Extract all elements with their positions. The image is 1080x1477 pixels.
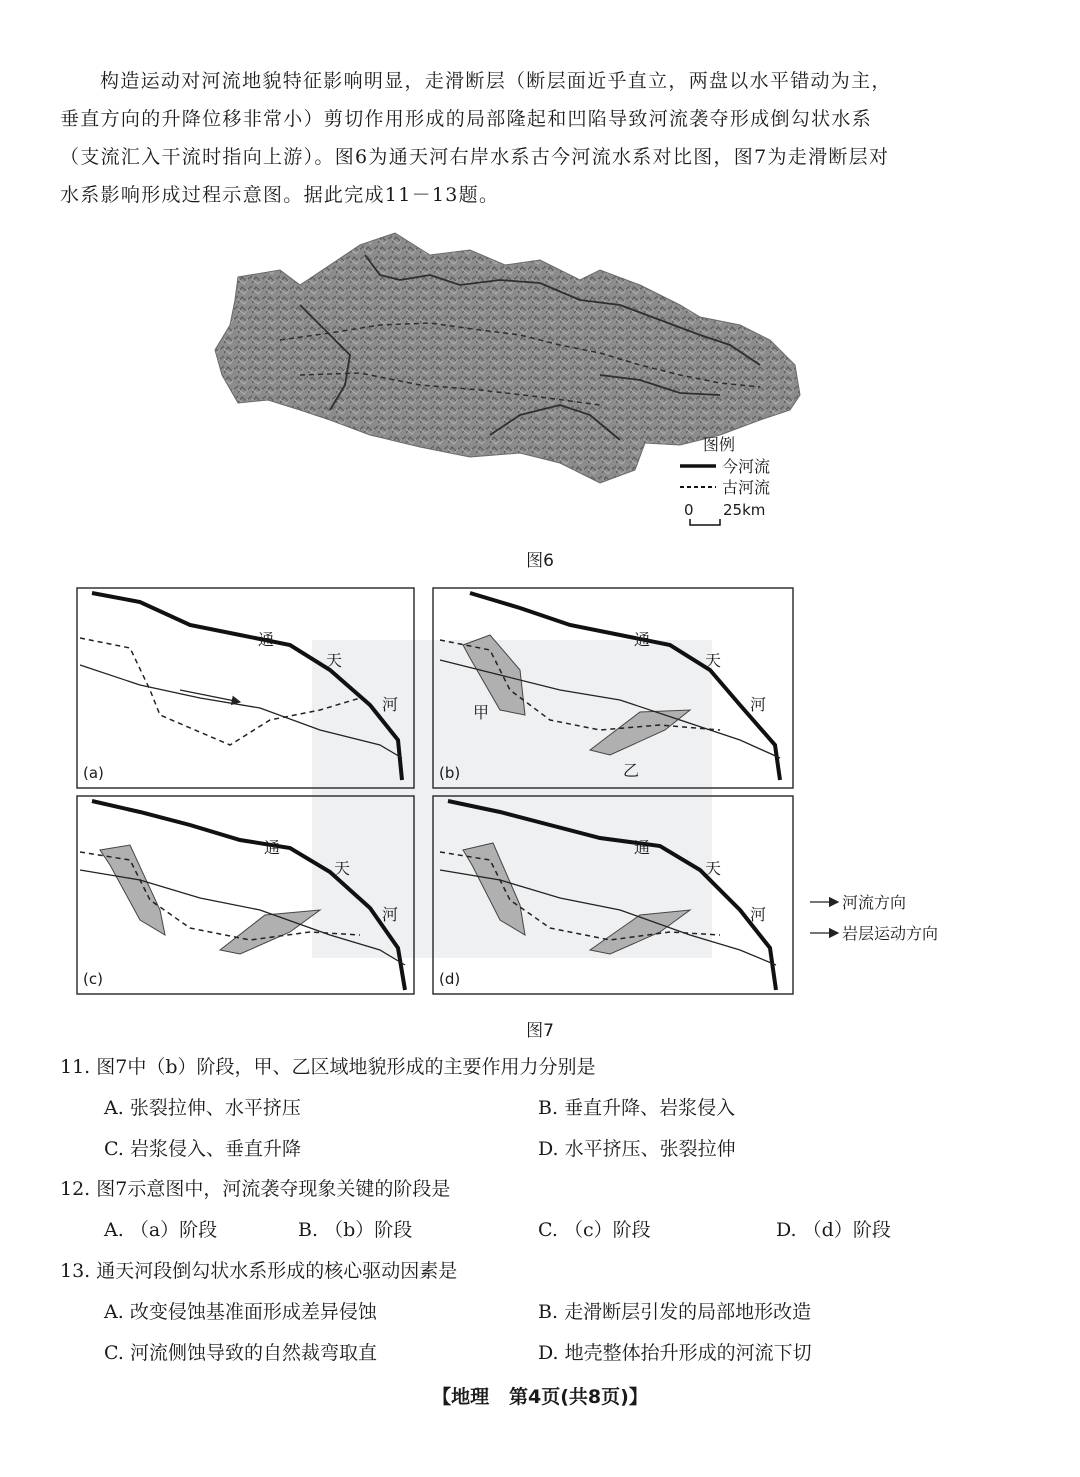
- panel-b-char-tong: 通: [634, 630, 651, 649]
- question-11-option-a[interactable]: [104, 1093, 301, 1120]
- question-11-option-d[interactable]: [538, 1134, 736, 1161]
- option-letter: C.: [104, 1138, 124, 1160]
- option-text: （c）阶段: [563, 1219, 651, 1241]
- rock-movement-legend-label: 岩层运动方向: [842, 924, 939, 943]
- zone-yi-label: 乙: [623, 761, 640, 780]
- question-11-number: 11.: [60, 1056, 91, 1078]
- panel-b-label: (b): [439, 764, 461, 782]
- option-text: 垂直升降、岩浆侵入: [564, 1097, 736, 1119]
- option-letter: A.: [104, 1097, 124, 1119]
- river-direction-legend-label: 河流方向: [842, 893, 907, 912]
- scale-zero: 0: [684, 501, 694, 519]
- figure6-relief-map: [0, 225, 1080, 535]
- option-letter: B.: [538, 1097, 559, 1119]
- intro-line-3: （支流汇入干流时指向上游）。图6为通天河右岸水系古今河流水系对比图，图7为走滑断层对: [60, 146, 890, 168]
- panel-d-char-tong: 通: [634, 838, 651, 857]
- option-letter: D.: [538, 1138, 559, 1160]
- panel-d-char-he: 河: [750, 905, 767, 924]
- intro-line-4: 水系影响形成过程示意图。据此完成11－13题。: [60, 184, 500, 206]
- panel-c-char-he: 河: [382, 905, 399, 924]
- figure6-legend-title: 图例: [703, 435, 736, 454]
- panel-c-label: (c): [83, 970, 103, 988]
- footer-page: 第4页(共8页)】: [509, 1386, 648, 1408]
- panel-b-char-he: 河: [750, 695, 767, 714]
- question-13-option-b[interactable]: [538, 1297, 811, 1324]
- option-letter: D.: [776, 1219, 797, 1241]
- option-text: （d）阶段: [802, 1219, 891, 1241]
- panel-d-char-tian: 天: [705, 859, 722, 878]
- question-11-option-c[interactable]: [104, 1134, 301, 1161]
- intro-line-2: 垂直方向的升降位移非常小）剪切作用形成的局部隆起和凹陷导致河流袭夺形成倒勾状水系: [60, 108, 873, 130]
- option-letter: A.: [104, 1301, 124, 1323]
- option-letter: B.: [538, 1301, 559, 1323]
- scale-bar: [690, 519, 720, 525]
- panel-b-char-tian: 天: [705, 651, 722, 670]
- question-12-number: 12.: [60, 1178, 91, 1200]
- panel-a-char-tian: 天: [326, 651, 343, 670]
- panel-a-char-tong: 通: [258, 630, 275, 649]
- question-12-option-a[interactable]: [104, 1215, 217, 1242]
- figure7-caption: 图7: [526, 1021, 554, 1041]
- option-text: 走滑断层引发的局部地形改造: [564, 1301, 812, 1323]
- option-text: 岩浆侵入、垂直升降: [129, 1138, 301, 1160]
- question-13-text: 通天河段倒勾状水系形成的核心驱动因素是: [96, 1260, 458, 1282]
- scale-value: 25km: [723, 501, 766, 519]
- option-text: 水平挤压、张裂拉伸: [564, 1138, 736, 1160]
- option-letter: A.: [104, 1219, 124, 1241]
- question-12-option-d[interactable]: [776, 1215, 891, 1242]
- panel-d-label: (d): [439, 970, 461, 988]
- page-footer: [0, 1382, 1080, 1409]
- figure6-caption: 图6: [526, 551, 554, 571]
- question-12-text: 图7示意图中，河流袭夺现象关键的阶段是: [96, 1178, 451, 1200]
- question-13-stem: [60, 1256, 457, 1283]
- zone-jia-label: 甲: [473, 703, 490, 722]
- figure7-diagram: [0, 580, 1080, 1000]
- intro-paragraph: [60, 62, 892, 214]
- option-letter: B.: [298, 1219, 319, 1241]
- question-11-stem: [60, 1052, 596, 1079]
- panel-a-char-he: 河: [382, 695, 399, 714]
- question-12-option-b[interactable]: [298, 1215, 412, 1242]
- option-text: 地壳整体抬升形成的河流下切: [564, 1342, 812, 1364]
- question-11-option-b[interactable]: [538, 1093, 735, 1120]
- ancient-river-legend-label: 古河流: [722, 478, 771, 497]
- question-12-option-c[interactable]: [538, 1215, 651, 1242]
- question-11-text: 图7中（b）阶段，甲、乙区域地貌形成的主要作用力分别是: [96, 1056, 596, 1078]
- footer-subject: 【地理: [432, 1386, 490, 1408]
- panel-c-char-tong: 通: [264, 838, 281, 857]
- present-river-legend-label: 今河流: [722, 457, 771, 476]
- option-text: 河流侧蚀导致的自然裁弯取直: [129, 1342, 377, 1364]
- option-text: （b）阶段: [324, 1219, 413, 1241]
- option-letter: C.: [538, 1219, 558, 1241]
- question-13-option-d[interactable]: [538, 1338, 812, 1365]
- option-letter: C.: [104, 1342, 124, 1364]
- panel-a-label: (a): [83, 764, 104, 782]
- question-12-stem: [60, 1174, 450, 1201]
- intro-line-1: 构造运动对河流地貌特征影响明显，走滑断层（断层面近乎直立，两盘以水平错动为主，: [100, 70, 892, 92]
- question-13-number: 13.: [60, 1260, 91, 1282]
- question-13-option-a[interactable]: [104, 1297, 377, 1324]
- option-text: （a）阶段: [129, 1219, 218, 1241]
- question-13-option-c[interactable]: [104, 1338, 377, 1365]
- panel-c-char-tian: 天: [334, 859, 351, 878]
- option-text: 张裂拉伸、水平挤压: [129, 1097, 301, 1119]
- option-letter: D.: [538, 1342, 559, 1364]
- option-text: 改变侵蚀基准面形成差异侵蚀: [129, 1301, 377, 1323]
